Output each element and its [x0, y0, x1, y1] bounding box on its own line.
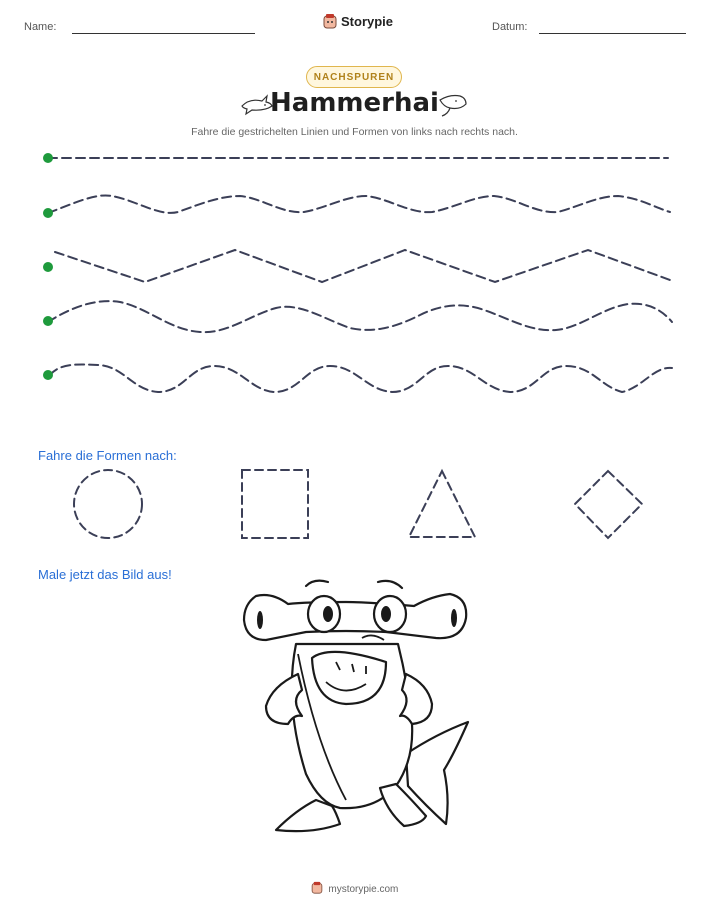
footer-url[interactable]: mystorypie.com: [328, 884, 399, 895]
shape-triangle: [409, 471, 475, 537]
shape-circle: [74, 470, 142, 538]
start-dot-2: [43, 208, 53, 218]
page-title: Hammerhai: [270, 88, 439, 118]
start-dot-1: [43, 153, 53, 163]
shapes-section-title: Fahre die Formen nach:: [38, 448, 177, 463]
coloring-section-title: Male jetzt das Bild aus!: [38, 567, 172, 582]
activity-badge: NACHSPUREN: [306, 66, 402, 88]
trace-line-wave-2: [48, 301, 672, 332]
brand-logo: [323, 13, 393, 29]
footer: [0, 881, 709, 895]
storypie-mascot-icon: [323, 13, 337, 29]
shape-square: [242, 470, 308, 538]
storypie-mascot-icon: [311, 881, 323, 894]
stingray-icon: [436, 90, 470, 118]
date-field[interactable]: [539, 33, 686, 34]
tracing-shapes: [0, 465, 709, 545]
trace-line-zigzag: [55, 250, 670, 282]
tracing-lines: [0, 140, 709, 400]
start-dot-3: [43, 262, 53, 272]
brand-name: Storypie: [341, 13, 394, 29]
hammerhead-shark-illustration: [236, 574, 472, 844]
trace-line-bumps: [50, 364, 672, 392]
name-label: Name:: [24, 21, 57, 33]
shape-diamond: [575, 471, 642, 538]
start-dot-4: [43, 316, 53, 326]
name-field[interactable]: [72, 33, 255, 34]
instructions-text: Fahre die gestrichelten Linien und Formen von links nach rechts nach.: [191, 126, 518, 138]
start-dot-5: [43, 370, 53, 380]
date-label: Datum:: [492, 21, 528, 33]
trace-line-wave-1: [48, 195, 670, 213]
